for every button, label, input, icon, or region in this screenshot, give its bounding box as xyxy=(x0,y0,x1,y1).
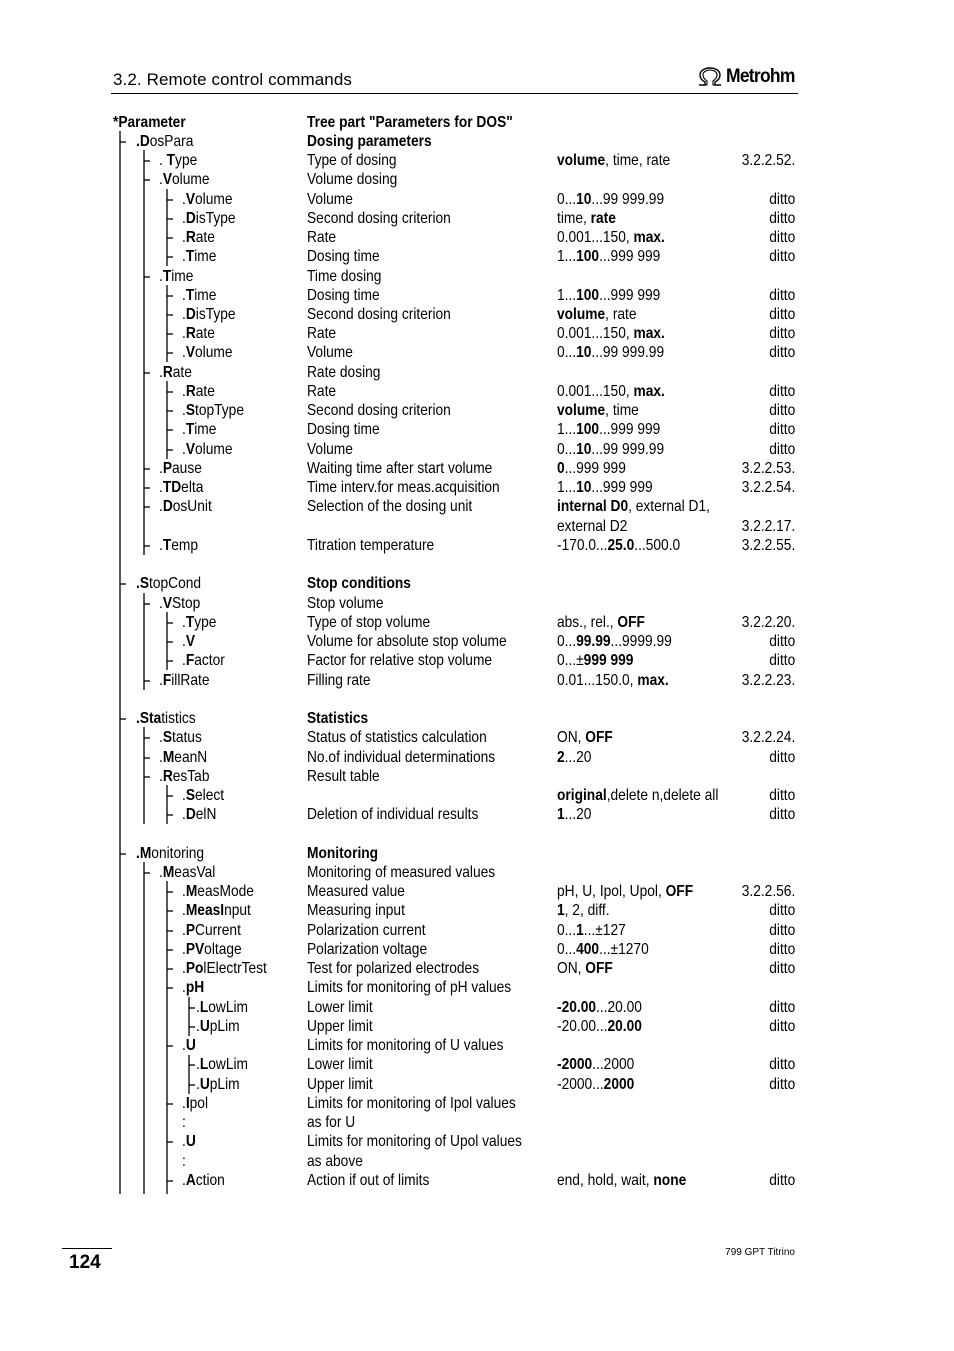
command-description: Rate xyxy=(307,383,337,400)
table-row xyxy=(0,170,954,189)
command-values: 0.001...150, max. xyxy=(557,229,665,246)
command-name: .Time xyxy=(159,268,194,285)
section-reference: 3.2.2.24. xyxy=(741,729,795,746)
command-description: as for U xyxy=(307,1114,356,1131)
command-name: .StopCond xyxy=(136,575,202,592)
table-row xyxy=(0,305,954,324)
command-name: .LowLim xyxy=(196,999,249,1016)
command-name: .DisType xyxy=(182,210,236,227)
command-description: Stop conditions xyxy=(307,575,411,592)
command-description: Test for polarized electrodes xyxy=(307,960,480,977)
table-row xyxy=(0,882,954,901)
table-row xyxy=(0,651,954,670)
command-description: Lower limit xyxy=(307,1056,373,1073)
table-row xyxy=(0,1094,954,1113)
table-row xyxy=(0,536,954,555)
table-row xyxy=(0,1055,954,1074)
command-name: .Rate xyxy=(182,383,215,400)
command-description: Dosing time xyxy=(307,248,380,265)
command-values: end, hold, wait, none xyxy=(557,1172,687,1189)
command-values: original,delete n,delete all xyxy=(557,787,719,804)
table-row xyxy=(0,940,954,959)
section-reference: 3.2.2.56. xyxy=(741,883,795,900)
command-description: Second dosing criterion xyxy=(307,402,451,419)
command-description: Waiting time after start volume xyxy=(307,460,493,477)
section-reference: ditto xyxy=(768,652,795,669)
table-row xyxy=(0,1017,954,1036)
table-row xyxy=(0,844,954,863)
section-reference: ditto xyxy=(768,402,795,419)
table-row xyxy=(0,1075,954,1094)
table-row xyxy=(0,247,954,266)
command-name: .MeanN xyxy=(159,749,208,766)
section-reference: ditto xyxy=(768,787,795,804)
section-reference: ditto xyxy=(768,229,795,246)
section-reference: ditto xyxy=(768,306,795,323)
table-row xyxy=(0,459,954,478)
section-reference: 3.2.2.23. xyxy=(741,672,795,689)
section-reference: ditto xyxy=(768,210,795,227)
command-name: .PCurrent xyxy=(182,922,241,939)
section-reference: 3.2.2.20. xyxy=(741,614,795,631)
command-name: .V xyxy=(182,633,196,650)
command-values: 0...400...±1270 xyxy=(557,941,649,958)
command-description: Upper limit xyxy=(307,1018,373,1035)
section-reference: ditto xyxy=(768,960,795,977)
table-row xyxy=(0,863,954,882)
command-description: Selection of the dosing unit xyxy=(307,498,473,515)
table-row xyxy=(0,671,954,690)
section-reference: 3.2.2.17. xyxy=(741,518,795,535)
command-name: .TDelta xyxy=(159,479,204,496)
command-name: .VStop xyxy=(159,595,201,612)
command-description: Tree part "Parameters for DOS" xyxy=(307,114,513,131)
section-reference: ditto xyxy=(768,191,795,208)
section-reference: ditto xyxy=(768,806,795,823)
command-values: 1...10...999 999 xyxy=(557,479,653,496)
table-row xyxy=(0,1113,954,1132)
command-values: pH, U, Ipol, Upol, OFF xyxy=(557,883,694,900)
command-values: 1...20 xyxy=(557,806,592,823)
table-row xyxy=(0,805,954,824)
command-description: Type of dosing xyxy=(307,152,397,169)
command-name: .Pause xyxy=(159,460,202,477)
command-values: -170.0...25.0...500.0 xyxy=(557,537,681,554)
command-values: time, rate xyxy=(557,210,616,227)
command-name: .ResTab xyxy=(159,768,210,785)
brand-name: Metrohm xyxy=(726,66,795,87)
table-row xyxy=(0,363,954,382)
command-description: Volume for absolute stop volume xyxy=(307,633,507,650)
command-name: .MeasMode xyxy=(182,883,254,900)
table-row xyxy=(0,1036,954,1055)
section-reference: ditto xyxy=(768,902,795,919)
table-row xyxy=(0,594,954,613)
command-description: Factor for relative stop volume xyxy=(307,652,493,669)
command-description: Polarization current xyxy=(307,922,426,939)
section-reference: ditto xyxy=(768,633,795,650)
command-description: Monitoring of measured values xyxy=(307,864,496,881)
table-row xyxy=(0,709,954,728)
command-description: Result table xyxy=(307,768,380,785)
section-reference: ditto xyxy=(768,344,795,361)
command-description: Polarization voltage xyxy=(307,941,428,958)
command-name: .Volume xyxy=(159,171,210,188)
table-row xyxy=(0,401,954,420)
command-description: Dosing time xyxy=(307,287,380,304)
command-description: Titration temperature xyxy=(307,537,435,554)
table-row xyxy=(0,921,954,940)
table-row xyxy=(0,286,954,305)
footer-rule xyxy=(62,1248,112,1249)
table-row xyxy=(0,767,954,786)
table-row xyxy=(0,1132,954,1151)
command-description: Measured value xyxy=(307,883,405,900)
section-reference: 3.2.2.55. xyxy=(741,537,795,554)
command-name: .Volume xyxy=(182,191,233,208)
table-row xyxy=(0,343,954,362)
command-description: Volume xyxy=(307,191,353,208)
command-values: 0...99.99...9999.99 xyxy=(557,633,672,650)
section-reference: 3.2.2.53. xyxy=(741,460,795,477)
command-name: .Rate xyxy=(159,364,192,381)
command-name: .MeasVal xyxy=(159,864,216,881)
command-description: Deletion of individual results xyxy=(307,806,479,823)
command-name: .U xyxy=(182,1037,196,1054)
command-name: .MeasInput xyxy=(182,902,251,919)
command-values: external D2 xyxy=(557,518,628,535)
command-values: 0.01...150.0, max. xyxy=(557,672,669,689)
command-name: .DosPara xyxy=(136,133,194,150)
section-reference: ditto xyxy=(768,1172,795,1189)
section-reference: ditto xyxy=(768,749,795,766)
section-reference: ditto xyxy=(768,248,795,265)
command-values: volume, time xyxy=(557,402,639,419)
section-reference: ditto xyxy=(768,287,795,304)
command-values: 0...10...99 999.99 xyxy=(557,441,665,458)
table-row xyxy=(0,728,954,747)
table-row xyxy=(0,267,954,286)
table-row xyxy=(0,959,954,978)
command-values: 1...100...999 999 xyxy=(557,248,661,265)
command-name: .Status xyxy=(159,729,202,746)
command-name: .Monitoring xyxy=(136,845,205,862)
table-row xyxy=(0,978,954,997)
command-name: .Type xyxy=(182,614,217,631)
command-values: 1...100...999 999 xyxy=(557,287,661,304)
table-row xyxy=(0,209,954,228)
table-row xyxy=(0,786,954,805)
command-name: : xyxy=(182,1114,186,1131)
table-row xyxy=(0,1171,954,1190)
command-name: .PVoltage xyxy=(182,941,242,958)
command-values: -2000...2000 xyxy=(557,1056,635,1073)
command-values: 2...20 xyxy=(557,749,592,766)
command-name: .Statistics xyxy=(136,710,196,727)
command-description: Limits for monitoring of pH values xyxy=(307,979,512,996)
command-values: 1...100...999 999 xyxy=(557,421,661,438)
section-reference: ditto xyxy=(768,383,795,400)
command-description: Rate dosing xyxy=(307,364,381,381)
table-row xyxy=(0,632,954,651)
table-row xyxy=(0,998,954,1017)
command-description: Second dosing criterion xyxy=(307,210,451,227)
command-description: Measuring input xyxy=(307,902,405,919)
command-name: .PolElectrTest xyxy=(182,960,267,977)
table-row xyxy=(0,901,954,920)
command-name: .UpLim xyxy=(196,1018,240,1035)
section-reference: ditto xyxy=(768,441,795,458)
command-name: .Factor xyxy=(182,652,225,669)
command-description: Lower limit xyxy=(307,999,373,1016)
command-description: as above xyxy=(307,1153,363,1170)
command-values: ON, OFF xyxy=(557,960,613,977)
command-name: .LowLim xyxy=(196,1056,249,1073)
table-row xyxy=(0,613,954,632)
command-values: 0...10...99 999.99 xyxy=(557,191,665,208)
section-reference: ditto xyxy=(768,325,795,342)
table-row xyxy=(0,113,954,132)
table-row xyxy=(0,382,954,401)
command-values: 0.001...150, max. xyxy=(557,325,665,342)
command-name: .DosUnit xyxy=(159,498,212,515)
command-name: .Select xyxy=(182,787,225,804)
section-reference: 3.2.2.52. xyxy=(741,152,795,169)
command-description: Upper limit xyxy=(307,1076,373,1093)
command-name: .DisType xyxy=(182,306,236,323)
table-row xyxy=(0,420,954,439)
header-title: 3.2. Remote control commands xyxy=(113,70,353,89)
command-description: Second dosing criterion xyxy=(307,306,451,323)
table-row xyxy=(0,132,954,151)
table-row xyxy=(0,517,954,536)
section-reference: ditto xyxy=(768,421,795,438)
command-description: Statistics xyxy=(307,710,369,727)
command-description: Type of stop volume xyxy=(307,614,431,631)
command-name: .StopType xyxy=(182,402,244,419)
command-description: Time interv.for meas.acquisition xyxy=(307,479,500,496)
command-description: Filling rate xyxy=(307,672,371,689)
table-row xyxy=(0,1152,954,1171)
table-row xyxy=(0,497,954,516)
command-values: -20.00...20.00 xyxy=(557,1018,642,1035)
command-name: .DelN xyxy=(182,806,217,823)
command-name: .Time xyxy=(182,421,217,438)
command-name: : xyxy=(182,1153,186,1170)
command-name: .pH xyxy=(182,979,205,996)
document-name: 799 GPT Titrino xyxy=(725,1247,795,1258)
command-name: .Rate xyxy=(182,229,215,246)
command-description: Status of statistics calculation xyxy=(307,729,487,746)
command-values: 1, 2, diff. xyxy=(557,902,610,919)
command-description: Action if out of limits xyxy=(307,1172,430,1189)
table-row xyxy=(0,324,954,343)
table-row xyxy=(0,151,954,170)
command-name: *Parameter xyxy=(113,114,186,131)
command-values: internal D0, external D1, xyxy=(557,498,710,515)
command-values: abs., rel., OFF xyxy=(557,614,645,631)
command-values: 0...±999 999 xyxy=(557,652,634,669)
command-values: volume, rate xyxy=(557,306,637,323)
table-row xyxy=(0,190,954,209)
command-values: -20.00...20.00 xyxy=(557,999,642,1016)
table-row xyxy=(0,748,954,767)
command-name: . Type xyxy=(159,152,198,169)
command-values: 0.001...150, max. xyxy=(557,383,665,400)
section-reference: ditto xyxy=(768,999,795,1016)
command-description: Monitoring xyxy=(307,845,379,862)
section-reference: ditto xyxy=(768,1018,795,1035)
command-description: No.of individual determinations xyxy=(307,749,496,766)
command-values: ON, OFF xyxy=(557,729,613,746)
command-description: Stop volume xyxy=(307,595,384,612)
command-description: Rate xyxy=(307,229,337,246)
command-name: .Time xyxy=(182,248,217,265)
command-values: 0...999 999 xyxy=(557,460,626,477)
command-name: .U xyxy=(182,1133,196,1150)
command-name: .Volume xyxy=(182,344,233,361)
command-name: .Time xyxy=(182,287,217,304)
table-row xyxy=(0,228,954,247)
command-description: Time dosing xyxy=(307,268,382,285)
command-description: Limits for monitoring of Upol values xyxy=(307,1133,522,1150)
command-name: .FillRate xyxy=(159,672,210,689)
command-name: .Temp xyxy=(159,537,199,554)
command-name: .Volume xyxy=(182,441,233,458)
section-reference: ditto xyxy=(768,941,795,958)
table-row xyxy=(0,478,954,497)
command-values: -2000...2000 xyxy=(557,1076,635,1093)
command-name: .Rate xyxy=(182,325,215,342)
section-reference: ditto xyxy=(768,1056,795,1073)
command-description: Dosing parameters xyxy=(307,133,432,150)
command-description: Dosing time xyxy=(307,421,380,438)
command-description: Volume xyxy=(307,344,353,361)
command-values: volume, time, rate xyxy=(557,152,671,169)
command-description: Volume dosing xyxy=(307,171,398,188)
command-name: .UpLim xyxy=(196,1076,240,1093)
command-name: .Action xyxy=(182,1172,225,1189)
command-values: 0...1...±127 xyxy=(557,922,626,939)
page-number: 124 xyxy=(69,1252,101,1273)
command-description: Rate xyxy=(307,325,337,342)
command-description: Volume xyxy=(307,441,353,458)
section-reference: 3.2.2.54. xyxy=(741,479,795,496)
command-values: 0...10...99 999.99 xyxy=(557,344,665,361)
section-reference: ditto xyxy=(768,922,795,939)
command-description: Limits for monitoring of Ipol values xyxy=(307,1095,516,1112)
section-reference: ditto xyxy=(768,1076,795,1093)
command-name: .Ipol xyxy=(182,1095,209,1112)
table-row xyxy=(0,574,954,593)
table-row xyxy=(0,440,954,459)
command-description: Limits for monitoring of U values xyxy=(307,1037,504,1054)
